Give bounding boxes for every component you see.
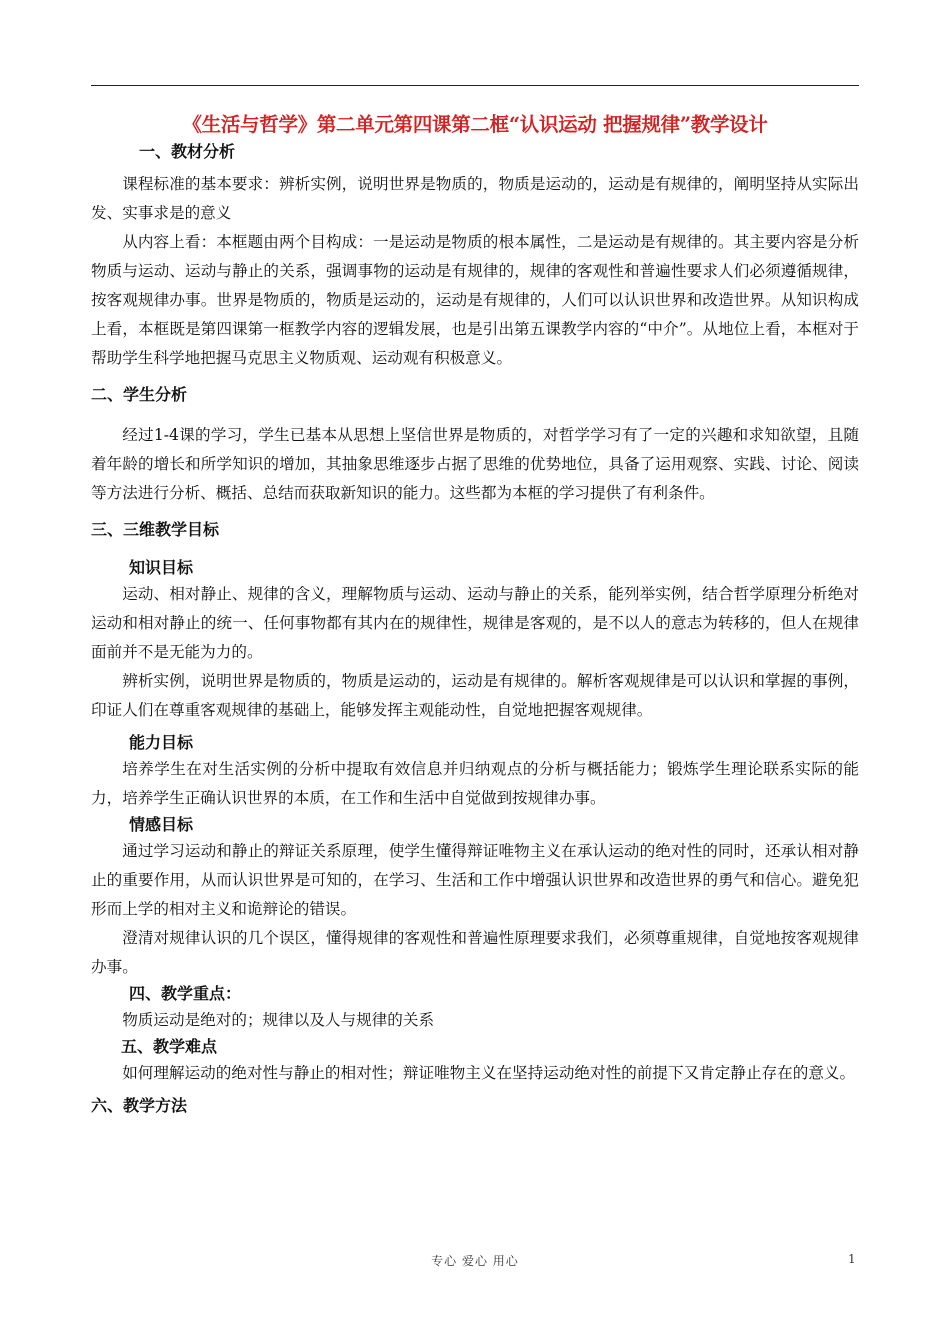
section-heading-key-points: 四、教学重点：: [129, 984, 242, 1003]
section-heading-materials: 一、教材分析: [139, 142, 236, 161]
page-footer: [0, 1252, 950, 1272]
subheading-knowledge-goals: 知识目标: [129, 558, 194, 577]
paragraph-content-analysis: 从内容上看：本框题由两个目构成：一是运动是物质的根本属性，二是运动是有规律的。其主要内容是分析物质与运动、运动与静止的关系，强调事物的运动是有规律的，规律的客观性和普遍性要求人们必须遵循规律，按客观规律办事。世界是物质的，物质是运动的，运动是有规律的，人们可以认识世界和改造世界。从知识构成上看，本框既是第四课第一框教学内容的逻辑发展，也是引出第五课教学内容的“中介”。从地位上看，本框对于帮助学生科学地把握马克思主义物质观、运动观有积极意义。: [91, 233, 859, 367]
section-heading-students: 二、学生分析: [91, 385, 188, 404]
subheading-emotion-goals: 情感目标: [129, 815, 194, 834]
section-heading-difficulties: 五、教学难点: [121, 1037, 218, 1056]
paragraph-emotion-1: 通过学习运动和静止的辩证关系原理，使学生懂得辩证唯物主义在承认运动的绝对性的同时，还承认相对静止的重要作用，从而认识世界是可知的，在学习、生活和工作中增强认识世界和改造世界的勇气和信心。避免犯形而上学的相对主义和诡辩论的错误。: [91, 842, 859, 918]
document-title: 《生活与哲学》第二单元第四课第二框“认识运动 把握规律”教学设计: [182, 113, 768, 136]
section-heading-methods: 六、教学方法: [91, 1096, 188, 1115]
paragraph-knowledge-2: 辨析实例，说明世界是物质的，物质是运动的，运动是有规律的。解析客观规律是可以认识和掌握的事例，印证人们在尊重客观规律的基础上，能够发挥主观能动性，自觉地把握客观规律。: [91, 672, 859, 719]
paragraph-knowledge-1: 运动、相对静止、规律的含义，理解物质与运动、运动与静止的关系，能列举实例，结合哲学原理分析绝对运动和相对静止的统一、任何事物都有其内在的规律性，规律是客观的，是不以人的意志为转移的，但人在规律面前并不是无能为力的。: [91, 585, 859, 661]
paragraph-emotion-2: 澄清对规律认识的几个误区，懂得规律的客观性和普遍性原理要求我们，必须尊重规律，自觉地按客观规律办事。: [91, 929, 859, 976]
header-rule: [91, 85, 859, 86]
section-heading-objectives: 三、三维教学目标: [91, 520, 220, 539]
page-number: 1: [848, 1252, 856, 1266]
paragraph-curriculum-requirement: 课程标准的基本要求：辨析实例，说明世界是物质的，物质是运动的，运动是有规律的，阐明坚持从实际出发、实事求是的意义: [91, 175, 859, 222]
paragraph-student-analysis: 经过1-4课的学习，学生已基本从思想上坚信世界是物质的，对哲学学习有了一定的兴趣和求知欲望，且随着年龄的增长和所学知识的增加，其抽象思维逐步占据了思维的优势地位，具备了运用观察、实践、讨论、阅读等方法进行分析、概括、总结而获取新知识的能力。这些都为本框的学习提供了有利条件。: [91, 426, 859, 502]
paragraph-difficulties: 如何理解运动的绝对性与静止的相对性；辩证唯物主义在坚持运动绝对性的前提下又肯定静止存在的意义。: [122, 1064, 856, 1082]
paragraph-key-points: 物质运动是绝对的；规律以及人与规律的关系: [122, 1011, 435, 1029]
footer-motto: 专心 爱心 用心: [431, 1254, 519, 1268]
subheading-ability-goals: 能力目标: [129, 733, 194, 752]
paragraph-ability: 培养学生在对生活实例的分析中提取有效信息并归纳观点的分析与概括能力；锻炼学生理论联系实际的能力，培养学生正确认识世界的本质，在工作和生活中自觉做到按规律办事。: [91, 760, 859, 807]
document-page: [91, 110, 859, 1118]
